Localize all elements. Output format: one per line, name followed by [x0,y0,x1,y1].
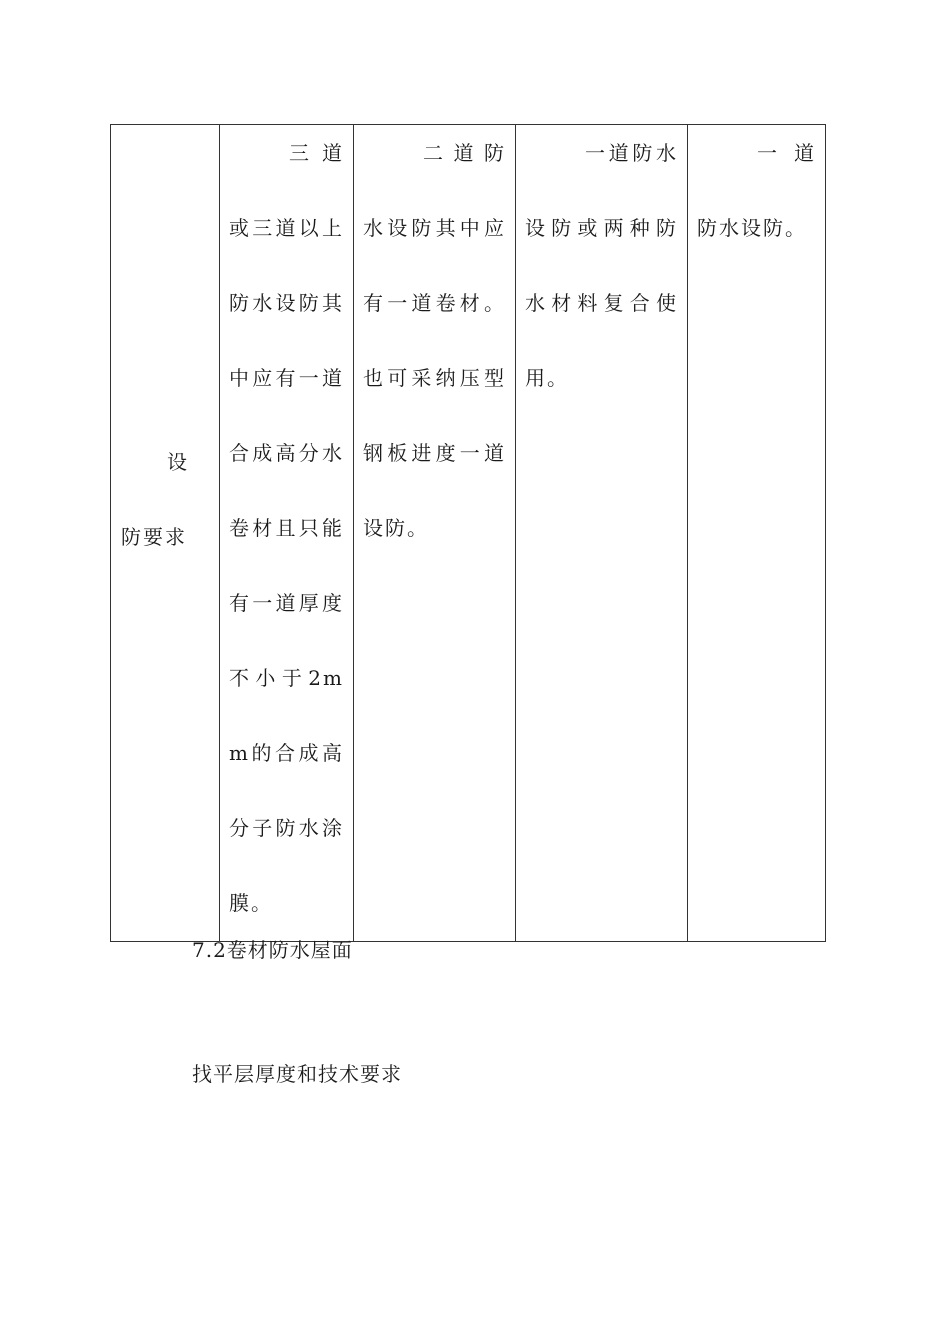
grade-2-text: 二道防水设防其中应有一道卷材。也可采纳压型钢板进度一道设防。 [363,141,506,540]
grade-1-text: 三道或三道以上防水设防其中应有一道合成高分水卷材且只能有一道厚度不小于2mm的合成高分子防水涂膜。 [229,141,344,915]
grade-1-cell [220,125,354,942]
section-title: 7.2卷材防水屋面 [192,938,353,962]
row-label-line1: 设 [167,450,189,474]
grade-3-cell [516,125,688,942]
subheading: 找平层厚度和技术要求 [192,1062,402,1086]
row-label-line2: 防要求 [121,525,187,549]
grade-2-cell [354,125,516,942]
row-label-cell [111,125,220,942]
grade-4-text: 一道防水设防。 [697,141,816,240]
grade-3-text: 一道防水设防或两种防水材料复合使用。 [525,141,678,390]
row-label [111,425,219,575]
table-row [111,125,826,942]
grade-4-cell [688,125,826,942]
waterproof-requirements-table [110,124,826,942]
